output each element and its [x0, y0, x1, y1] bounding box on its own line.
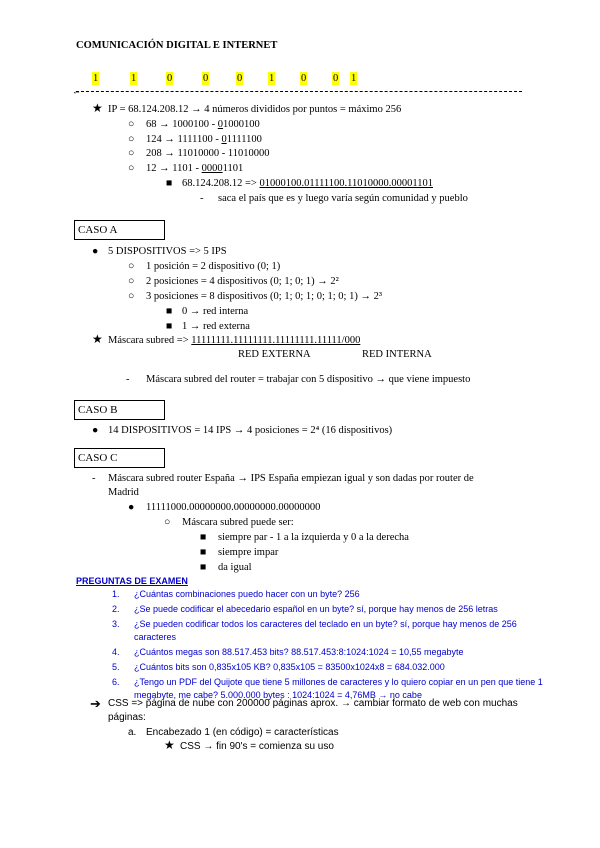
- caso-c-opt: siempre impar: [218, 547, 279, 558]
- circle-bullet-icon: ○: [128, 148, 135, 159]
- question-text: ¿Cuántos bits son 0,835x105 KB? 0,835x105 = 83500x1024x8 = 684.032.000: [134, 662, 445, 672]
- caso-b-label: CASO B: [74, 400, 165, 420]
- question-number: 4.: [112, 647, 120, 657]
- square-bullet-icon: ■: [200, 562, 207, 573]
- question-text: ¿Cuántas combinaciones puedo hacer con un byte? 256: [134, 589, 360, 599]
- ip-main-line: IP = 68.124.208.12 → 4 números divididos por puntos = máximo 256: [108, 104, 402, 115]
- question-number: 6.: [112, 677, 120, 687]
- caso-c-mask: 11111000.00000000.00000000.00000000: [146, 502, 321, 513]
- question-number: 5.: [112, 662, 120, 672]
- dot-bullet-icon: ●: [92, 425, 99, 436]
- star-bullet-icon: ★: [92, 101, 103, 115]
- caso-b-line: 14 DISPOSITIVOS = 14 IPS → 4 posiciones = 2⁴ (16 dispositivos): [108, 425, 393, 436]
- caso-c-line: Máscara subred router España → IPS España empiezan igual y son dadas por router de: [108, 473, 474, 484]
- red-externa-label: RED EXTERNA: [238, 349, 311, 360]
- css-line-cont: páginas:: [108, 712, 146, 723]
- css-sub-label: a.: [128, 727, 137, 738]
- bit-value: 0: [301, 73, 307, 84]
- square-bullet-icon: ■: [200, 547, 207, 558]
- circle-bullet-icon: ○: [128, 276, 135, 287]
- circle-bullet-icon: ○: [128, 163, 135, 174]
- ip-conv-line: 68 → 1000100 - 01000100: [146, 119, 260, 130]
- mask-line: Máscara subred => 11111111.11111111.11111111.11111/000: [108, 335, 361, 346]
- question-text: ¿Se puede codificar el abecedario español en un byte? sí, porque hay menos de 256 letras: [134, 604, 498, 614]
- caso-a-sub: 1 posición = 2 dispositivo (0; 1): [146, 261, 281, 272]
- bit-value: 0: [333, 73, 339, 84]
- router-note: Máscara subred del router = trabajar con 5 dispositivo → que viene impuesto: [146, 374, 471, 385]
- caso-a-sub: 3 posiciones = 8 dispositivos (0; 1; 0; 1; 0; 1; 0; 1) → 2³: [146, 291, 382, 302]
- question-text: ¿Se pueden codificar todos los caracteres del teclado en un byte? sí, porque hay menos de 256: [134, 619, 517, 629]
- ip-full-binary: 68.124.208.12 => 01000100.01111100.11010000.00001101: [182, 178, 434, 189]
- square-bullet-icon: ■: [200, 532, 207, 543]
- question-number: 2.: [112, 604, 120, 614]
- bit-value: 1: [351, 73, 357, 84]
- dash-bullet: -: [200, 193, 204, 204]
- square-bullet-icon: ■: [166, 306, 173, 317]
- left-arrow-icon: ←: [72, 86, 81, 96]
- red-interna-label: RED INTERNA: [362, 349, 432, 360]
- dash-bullet: -: [92, 473, 96, 484]
- caso-c-label: CASO C: [74, 448, 165, 468]
- red-externa-item: 1 → red externa: [182, 321, 250, 332]
- ip-conv-line: 124 → 1111100 - 01111100: [146, 134, 262, 145]
- circle-bullet-icon: ○: [128, 134, 135, 145]
- square-bullet-icon: ■: [166, 321, 173, 332]
- dot-bullet-icon: ●: [128, 502, 135, 513]
- dashed-divider: [76, 91, 522, 92]
- star-bullet-icon: ★: [164, 738, 175, 752]
- bit-value: 1: [131, 73, 137, 84]
- dash-bullet: -: [126, 374, 130, 385]
- square-bullet-icon: ■: [166, 178, 173, 189]
- star-bullet-icon: ★: [92, 332, 103, 346]
- question-text: caracteres: [134, 632, 177, 642]
- bit-value: 1: [93, 73, 99, 84]
- css-sub: Encabezado 1 (en código) = características: [146, 727, 339, 738]
- question-text: ¿Cuántos megas son 88.517.453 bits? 88.517.453:8:1024:1024 = 10,55 megabyte: [134, 647, 464, 657]
- question-number: 3.: [112, 619, 120, 629]
- caso-c-can-be: Máscara subred puede ser:: [182, 517, 294, 528]
- preguntas-heading: PREGUNTAS DE EXAMEN: [76, 576, 188, 586]
- question-text: megabyte, me cabe? 5.000.000 bytes : 1024:1024 = 4,76MB → no cabe: [134, 690, 422, 700]
- bit-value: 0: [203, 73, 209, 84]
- right-arrow-icon: ➔: [90, 696, 101, 711]
- bit-value: 0: [167, 73, 173, 84]
- caso-a-label: CASO A: [74, 220, 165, 240]
- css-line: CSS => página de nube con 200000 páginas aprox. → cambiar formato de web con muchas: [108, 698, 518, 709]
- question-text: ¿Tengo un PDF del Quijote que tiene 5 millones de caracteres y lo quiero copiar en un pen que tiene 1: [134, 677, 543, 687]
- ip-note: saca el país que es y luego varía según comunidad y pueblo: [218, 193, 468, 204]
- ip-conv-line: 12 → 1101 - 00001101: [146, 163, 244, 174]
- caso-a-sub: 2 posiciones = 4 dispositivos (0; 1; 0; 1) → 2²: [146, 276, 339, 287]
- ip-conv-line: 208 → 11010000 - 11010000: [146, 148, 270, 159]
- caso-a-line: 5 DISPOSITIVOS => 5 IPS: [108, 246, 227, 257]
- red-interna-item: 0 → red interna: [182, 306, 249, 317]
- circle-bullet-icon: ○: [128, 261, 135, 272]
- circle-bullet-icon: ○: [128, 119, 135, 130]
- dot-bullet-icon: ●: [92, 246, 99, 257]
- circle-bullet-icon: ○: [164, 517, 171, 528]
- css-star-line: CSS → fin 90's = comienza su uso: [180, 741, 334, 752]
- bit-value: 1: [269, 73, 275, 84]
- caso-c-opt: da igual: [218, 562, 252, 573]
- page-title: COMUNICACIÓN DIGITAL E INTERNET: [76, 40, 278, 51]
- caso-c-line-cont: Madrid: [108, 487, 139, 498]
- question-number: 1.: [112, 589, 120, 599]
- bit-value: 0: [237, 73, 243, 84]
- caso-c-opt: siempre par - 1 a la izquierda y 0 a la derecha: [218, 532, 409, 543]
- circle-bullet-icon: ○: [128, 291, 135, 302]
